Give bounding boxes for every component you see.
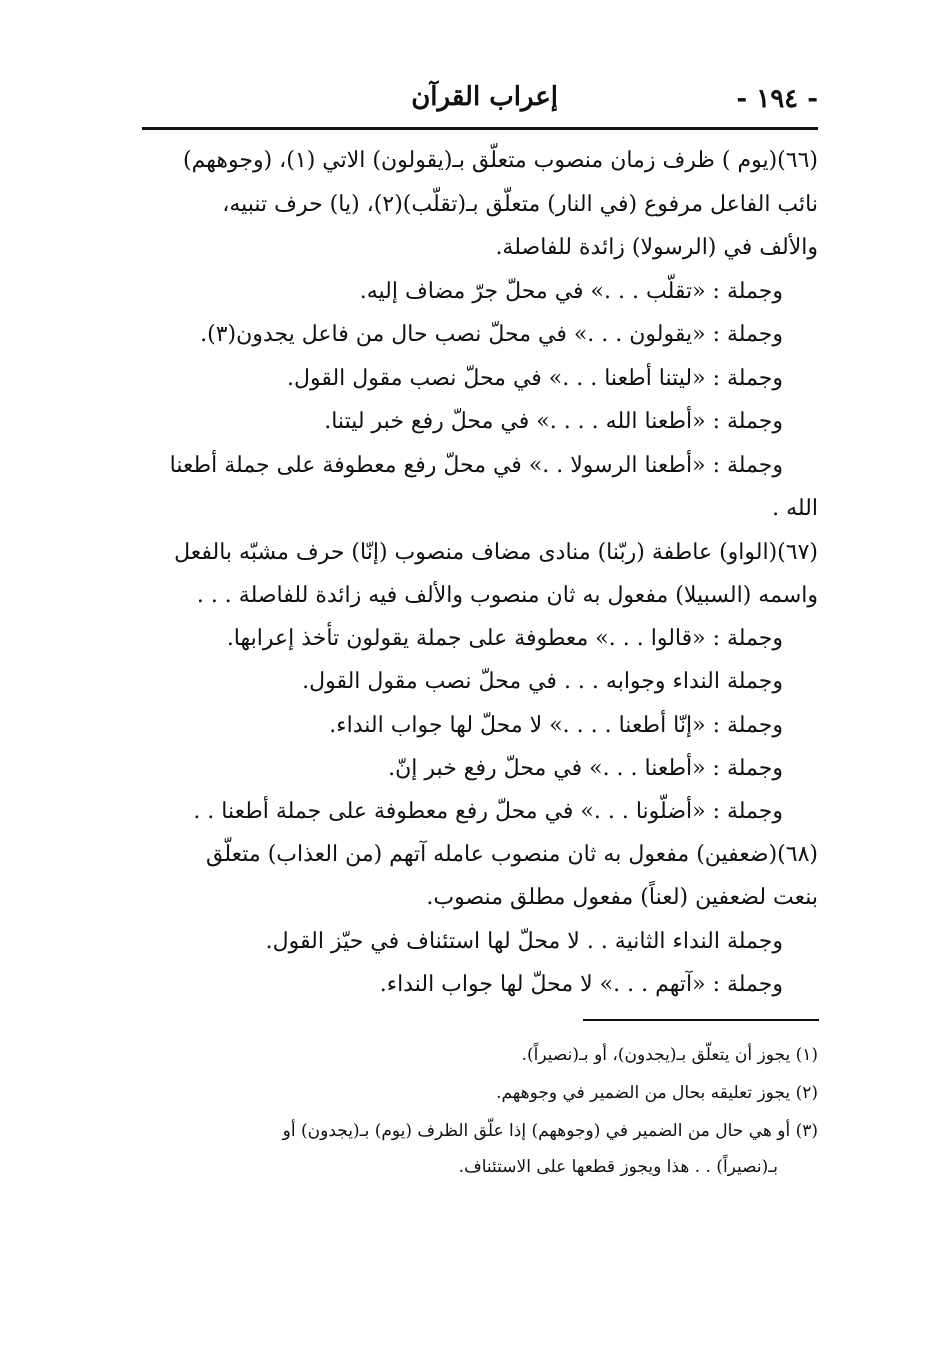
text-line: (٦٨)(ضعفين) مفعول به ثان منصوب عامله آتهم (من العذاب) متعلّق (206, 842, 818, 867)
header-divider (142, 127, 818, 130)
text-line: (٦٦)(يوم ) ظرف زمان منصوب متعلّق بـ(يقولون) الاتي (١)، (وجوههم) (183, 148, 818, 173)
text-line: وجملة : «أضلّونا . . .» في محلّ رفع معطوفة على جملة أطعنا . . (193, 799, 783, 824)
text-line: بنعت لضعفين (لعناً) مفعول مطلق منصوب. (426, 885, 818, 910)
footnote-line: بـ(نصيراً) . . هذا ويجوز قطعها على الاستئناف. (458, 1157, 778, 1177)
text-line: وجملة : «آتهم . . .» لا محلّ لها جواب النداء. (379, 972, 783, 997)
page-number: - ١٩٤ - (736, 84, 818, 114)
footnote-divider (583, 1019, 819, 1021)
running-title: إعراب القرآن (411, 82, 558, 112)
footnote-line: (٢) يجوز تعليقه بحال من الضمير في وجوههم. (496, 1083, 818, 1103)
footnote-line: (٣) أو هي حال من الضمير في (وجوههم) إذا علّق الظرف (يوم) بـ(يجدون) أو (282, 1121, 818, 1141)
text-line: (٦٧)(الواو) عاطفة (ربّنا) منادى مضاف منصوب (إنّا) حرف مشبّه بالفعل (174, 540, 818, 565)
text-line: الله . (772, 496, 818, 521)
text-line: والألف في (الرسولا) زائدة للفاصلة. (495, 235, 818, 260)
text-line: وجملة النداء وجوابه . . . في محلّ نصب مقول القول. (302, 669, 783, 694)
text-line: وجملة : «يقولون . . .» في محلّ نصب حال من فاعل يجدون(٣). (200, 322, 783, 347)
text-line: وجملة : «أطعنا الله . . . .» في محلّ رفع خبر ليتنا. (324, 409, 783, 434)
text-line: وجملة : «إنّا أطعنا . . . .» لا محلّ لها جواب النداء. (329, 713, 783, 738)
text-line: وجملة النداء الثانية . . لا محلّ لها استئناف في حيّز القول. (265, 929, 783, 954)
text-line: وجملة : «ليتنا أطعنا . . .» في محلّ نصب مقول القول. (286, 366, 783, 391)
text-line: وجملة : «قالوا . . .» معطوفة على جملة يقولون تأخذ إعرابها. (226, 626, 783, 651)
text-line: واسمه (السبيلا) مفعول به ثان منصوب والألف فيه زائدة للفاصلة . . . (196, 583, 818, 608)
page-header (140, 82, 818, 122)
text-line: وجملة : «تقلّب . . .» في محلّ جرّ مضاف إليه. (359, 279, 783, 304)
footnote-line: (١) يجوز أن يتعلّق بـ(يجدون)، أو بـ(نصيراً). (521, 1045, 818, 1065)
text-line: وجملة : «أطعنا الرسولا . .» في محلّ رفع معطوفة على جملة أطعنا (169, 453, 783, 478)
text-line: نائب الفاعل مرفوع (في النار) متعلّق بـ(تقلّب)(٢)، (يا) حرف تنبيه، (222, 192, 818, 217)
text-line: وجملة : «أطعنا . . .» في محلّ رفع خبر إنّ. (388, 756, 783, 781)
